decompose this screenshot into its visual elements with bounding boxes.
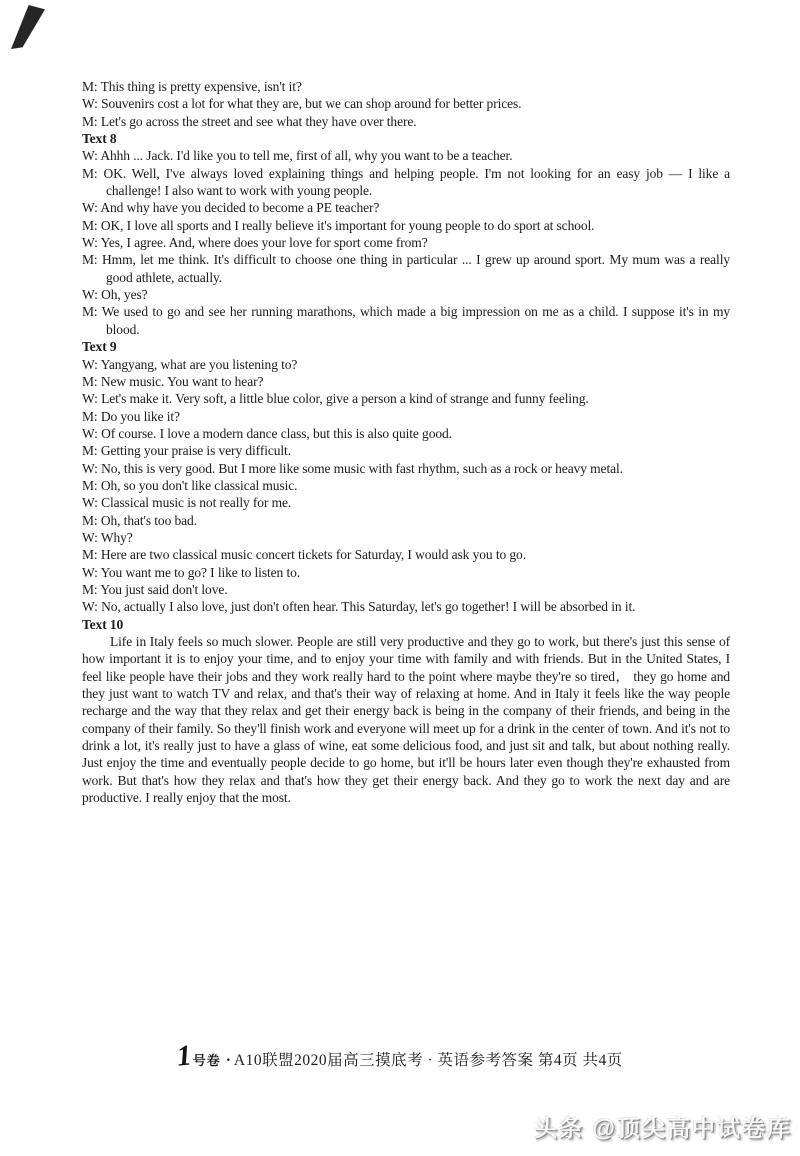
dialogue-line: W: Oh, yes? <box>82 287 148 303</box>
page-corner-mark <box>11 5 45 49</box>
dialogue-line: W: Let's make it. Very soft, a little blue color, give a person a kind of strange and funny feeling. <box>82 391 589 407</box>
section-heading: Text 10 <box>82 616 124 632</box>
dialogue-line: W: You want me to go? I like to listen to. <box>82 564 301 580</box>
logo-numeral: 1 <box>175 1039 194 1073</box>
dialogue-line: M: Getting your praise is very difficult. <box>82 443 291 459</box>
footer-text: A10联盟2020届高三摸底考 · 英语参考答案 第4页 共4页 <box>233 1052 623 1069</box>
monologue-paragraph: Life in Italy feels so much slower. People are still very productive and they go to work, but there's just this sense of how important it is to enjoy your time, and to enjoy your time with family and with friends. But in the United States, I feel like people have their jobs and they work really hard to the point where maybe they're so tired， they go home and they just want to watch TV and relax, and that's their way of relaxing at home. And in Italy it feels like the way people recharge and the way that they relax and get their energy back is being in the company of their friends, and being in the company of their family. So they'll finish work and everyone will meet up for a drink in the center of town. And it's not to drink a lot, it's really just to have a glass of wine, eat some delicious food, and just sit and talk, but about nothing really. Just enjoy the time and eventually people decide to go home, but it'll be hours later even though they're exhausted from work. But that's how they relax and that's how they get their energy back. And they go to work the next day and are productive. I really enjoy that the most. <box>82 634 730 806</box>
logo-script-text: 号卷 <box>192 1053 221 1068</box>
dialogue-line: M: Do you like it? <box>82 408 180 424</box>
dialogue-line: M: Hmm, let me think. It's difficult to choose one thing in particular ... I grew up around sport. My mum was a really good athlete, actually. <box>82 252 730 285</box>
dialogue-line: M: Oh, that's too bad. <box>82 512 197 528</box>
section-heading: Text 9 <box>82 339 117 355</box>
dialogue-line: W: Yes, I agree. And, where does your love for sport come from? <box>82 235 428 251</box>
dialogue-line: M: Here are two classical music concert tickets for Saturday, I would ask you to go. <box>82 547 526 563</box>
dialogue-line: W: Ahhh ... Jack. I'd like you to tell me, first of all, why you want to be a teacher. <box>82 148 513 164</box>
exam-brand-logo <box>175 1039 221 1073</box>
dialogue-line: W: And why have you decided to become a PE teacher? <box>82 200 380 216</box>
dialogue-line: W: Classical music is not really for me. <box>82 495 292 511</box>
dialogue-line: W: No, actually I also love, just don't often hear. This Saturday, let's go together! I will be absorbed in it. <box>82 599 636 615</box>
dialogue-line: M: New music. You want to hear? <box>82 373 264 389</box>
dialogue-line: W: Why? <box>82 529 133 545</box>
watermark-text: 头条 @顶尖高中试卷库 <box>534 1115 792 1141</box>
dialogue-line: W: Yangyang, what are you listening to? <box>82 356 298 372</box>
dialogue-line: M: This thing is pretty expensive, isn't it? <box>82 79 302 94</box>
dialogue-line: M: OK. Well, I've always loved explaining things and helping people. I'm not looking for an easy job — I like a challenge! I also want to work with young people. <box>82 165 730 199</box>
dialogue-line: W: Souvenirs cost a lot for what they are, but we can shop around for better prices. <box>82 96 522 112</box>
dialogue-line: W: Of course. I love a modern dance class, but this is also quite good. <box>82 425 452 441</box>
dialogue-line: W: No, this is very good. But I more like some music with fast rhythm, such as a rock or heavy metal. <box>82 460 623 476</box>
dialogue-line: M: Let's go across the street and see what they have over there. <box>82 113 417 129</box>
footer-separator: · <box>225 1052 231 1069</box>
dialogue-line: M: Oh, so you don't like classical music. <box>82 477 298 493</box>
dialogue-line: M: You just said don't love. <box>82 581 228 597</box>
page-footer <box>0 1039 800 1076</box>
section-heading: Text 8 <box>82 131 117 147</box>
listening-transcript <box>82 78 730 806</box>
dialogue-line: M: OK, I love all sports and I really believe it's important for young people to do sport at school. <box>82 217 595 233</box>
dialogue-line: M: We used to go and see her running marathons, which made a big impression on me as a child. I suppose it's in my blood. <box>82 304 730 337</box>
